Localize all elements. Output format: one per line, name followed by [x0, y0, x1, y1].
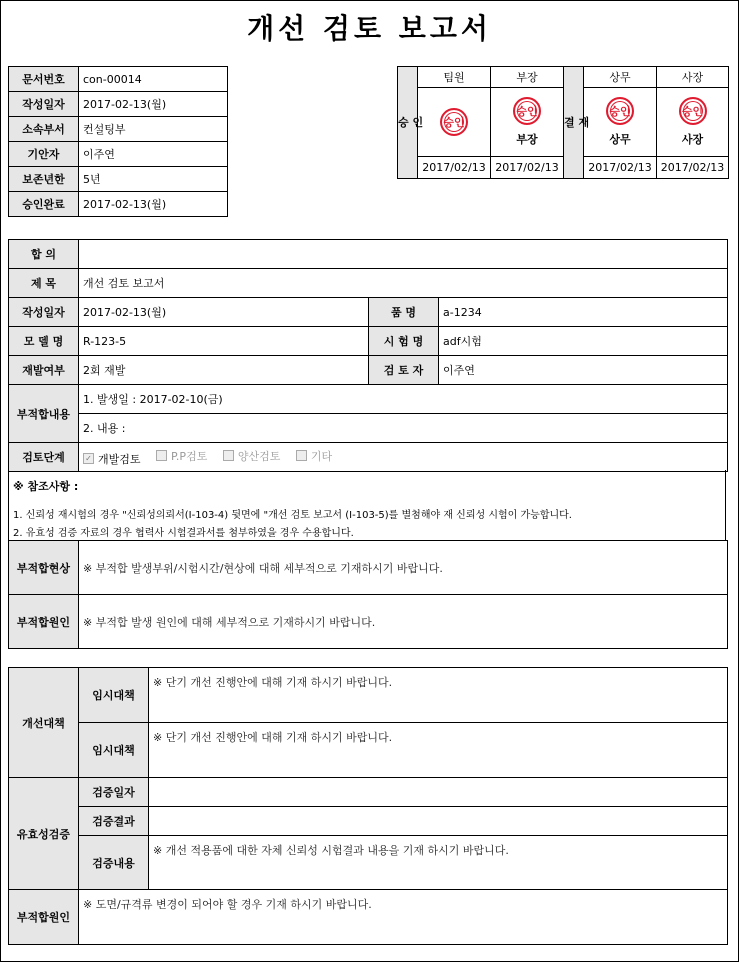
approval-stamp: 승인: [679, 97, 707, 125]
approval-date: 2017/02/13: [418, 157, 491, 179]
checkbox-icon: [296, 450, 307, 461]
cause-label: 부적합원인: [9, 595, 79, 649]
signer-name: 부장: [516, 133, 538, 146]
validation-label: 유효성검증: [9, 778, 79, 890]
role-header: 부장: [491, 67, 564, 88]
agreement-label: 합 의: [9, 240, 79, 269]
signature-cell: [491, 88, 564, 157]
doc-info-row: [9, 192, 228, 217]
role-header: 상무: [584, 67, 657, 88]
doc-info-table: [8, 66, 228, 217]
stage-checkbox-pp[interactable]: P.P검토: [156, 448, 207, 464]
nonconformity-table: [8, 540, 728, 649]
model-value[interactable]: R-123-5: [79, 327, 369, 356]
model-label: 모 델 명: [9, 327, 79, 356]
approval-table: [397, 66, 729, 179]
approval-stamp: 승인: [513, 97, 541, 125]
agreement-value[interactable]: [79, 240, 728, 269]
checkbox-icon: [223, 450, 234, 461]
write-date-label: 작성일자: [9, 298, 79, 327]
subject-value[interactable]: 개선 검토 보고서: [79, 269, 728, 298]
reviewer-label: 검 토 자: [369, 356, 439, 385]
verify-content-value[interactable]: ※ 개선 적용품에 대한 자체 신뢰성 시험결과 내용을 기재 하시기 바랍니다.: [149, 836, 728, 890]
approved-label: 승인완료: [9, 192, 79, 217]
approved-value: 2017-02-13(월): [79, 192, 228, 217]
temp-measure-value[interactable]: ※ 단기 개선 진행안에 대해 기재 하시기 바랍니다.: [149, 668, 728, 723]
temp-measure-value[interactable]: ※ 단기 개선 진행안에 대해 기재 하시기 바랍니다.: [149, 723, 728, 778]
approval-stamp: 승인: [606, 97, 634, 125]
product-label: 품 명: [369, 298, 439, 327]
nonconformity-line2[interactable]: 2. 내용 :: [79, 414, 728, 443]
stage-options: [79, 443, 728, 472]
temp-measure-label: 임시대책: [79, 723, 149, 778]
checkbox-checked-icon: ✓: [83, 453, 94, 464]
dept-label: 소속부서: [9, 117, 79, 142]
approve-group-label: 승 인: [398, 67, 418, 179]
verify-date-value[interactable]: [149, 778, 728, 807]
reference-notes: [8, 470, 726, 540]
cause-value[interactable]: ※ 부적합 발생 원인에 대해 세부적으로 기재하시기 바랍니다.: [79, 595, 728, 649]
reviewer-value[interactable]: 이주연: [439, 356, 728, 385]
verify-date-label: 검증일자: [79, 778, 149, 807]
retention-value: 5년: [79, 167, 228, 192]
signature-cell: [418, 88, 491, 157]
signer-name: 상무: [609, 133, 631, 146]
dept-value: 컨설팅부: [79, 117, 228, 142]
role-header: 사장: [657, 67, 729, 88]
approval-stamp: 승인: [440, 108, 468, 136]
doc-date-value: 2017-02-13(월): [79, 92, 228, 117]
test-value[interactable]: adf시험: [439, 327, 728, 356]
doc-info-row: [9, 142, 228, 167]
doc-number-value: con-00014: [79, 67, 228, 92]
sign-group-label: 결 재: [564, 67, 584, 179]
nonconformity-label: 부적합내용: [9, 385, 79, 443]
main-form-table: [8, 239, 728, 472]
stage-label: 검토단계: [9, 443, 79, 472]
cause2-value[interactable]: ※ 도면/규격류 변경이 되어야 할 경우 기재 하시기 바랍니다.: [79, 890, 728, 945]
reference-line: 2. 유효성 검증 자료의 경우 협력사 시험결과서를 첨부하였을 경우 수용합니다.: [13, 528, 354, 539]
doc-info-row: [9, 167, 228, 192]
verify-result-value[interactable]: [149, 807, 728, 836]
retention-label: 보존년한: [9, 167, 79, 192]
approval-date: 2017/02/13: [657, 157, 729, 179]
doc-info-row: [9, 92, 228, 117]
cause2-label: 부적합원인: [9, 890, 79, 945]
checkbox-icon: [156, 450, 167, 461]
verify-content-label: 검증내용: [79, 836, 149, 890]
stage-checkbox-dev[interactable]: ✓ 개발검토: [83, 451, 141, 467]
drafter-value: 이주연: [79, 142, 228, 167]
phenomenon-label: 부적합현상: [9, 541, 79, 595]
doc-number-label: 문서번호: [9, 67, 79, 92]
approval-date: 2017/02/13: [491, 157, 564, 179]
doc-date-label: 작성일자: [9, 92, 79, 117]
recurrence-label: 재발여부: [9, 356, 79, 385]
signer-name: 사장: [681, 133, 704, 146]
reference-title: ※ 참조사항 :: [13, 480, 79, 493]
test-label: 시 험 명: [369, 327, 439, 356]
write-date-value[interactable]: 2017-02-13(월): [79, 298, 369, 327]
approval-date: 2017/02/13: [584, 157, 657, 179]
doc-info-row: [9, 67, 228, 92]
improvement-table: [8, 667, 728, 945]
stage-checkbox-mass[interactable]: 양산검토: [223, 448, 281, 464]
subject-label: 제 목: [9, 269, 79, 298]
verify-result-label: 검증결과: [79, 807, 149, 836]
nonconformity-line1[interactable]: 1. 발생일 : 2017-02-10(금): [79, 385, 728, 414]
phenomenon-value[interactable]: ※ 부적합 발생부위/시험시간/현상에 대해 세부적으로 기재하시기 바랍니다.: [79, 541, 728, 595]
temp-measure-label: 임시대책: [79, 668, 149, 723]
role-header: 팀원: [418, 67, 491, 88]
drafter-label: 기안자: [9, 142, 79, 167]
signature-cell: [657, 88, 729, 157]
stage-checkbox-etc[interactable]: 기타: [296, 448, 332, 464]
reference-line: 1. 신뢰성 재시험의 경우 "신뢰성의뢰서(I-103-4) 뒷면에 "개선 검토 보고서 (I-103-5)를 별첨해야 재 신뢰성 시험이 가능합니다.: [13, 510, 572, 521]
product-value[interactable]: a-1234: [439, 298, 728, 327]
signature-cell: [584, 88, 657, 157]
page-title: 개선 검토 보고서: [247, 12, 492, 45]
doc-info-row: [9, 117, 228, 142]
improvement-label: 개선대책: [9, 668, 79, 778]
recurrence-value[interactable]: 2회 재발: [79, 356, 369, 385]
